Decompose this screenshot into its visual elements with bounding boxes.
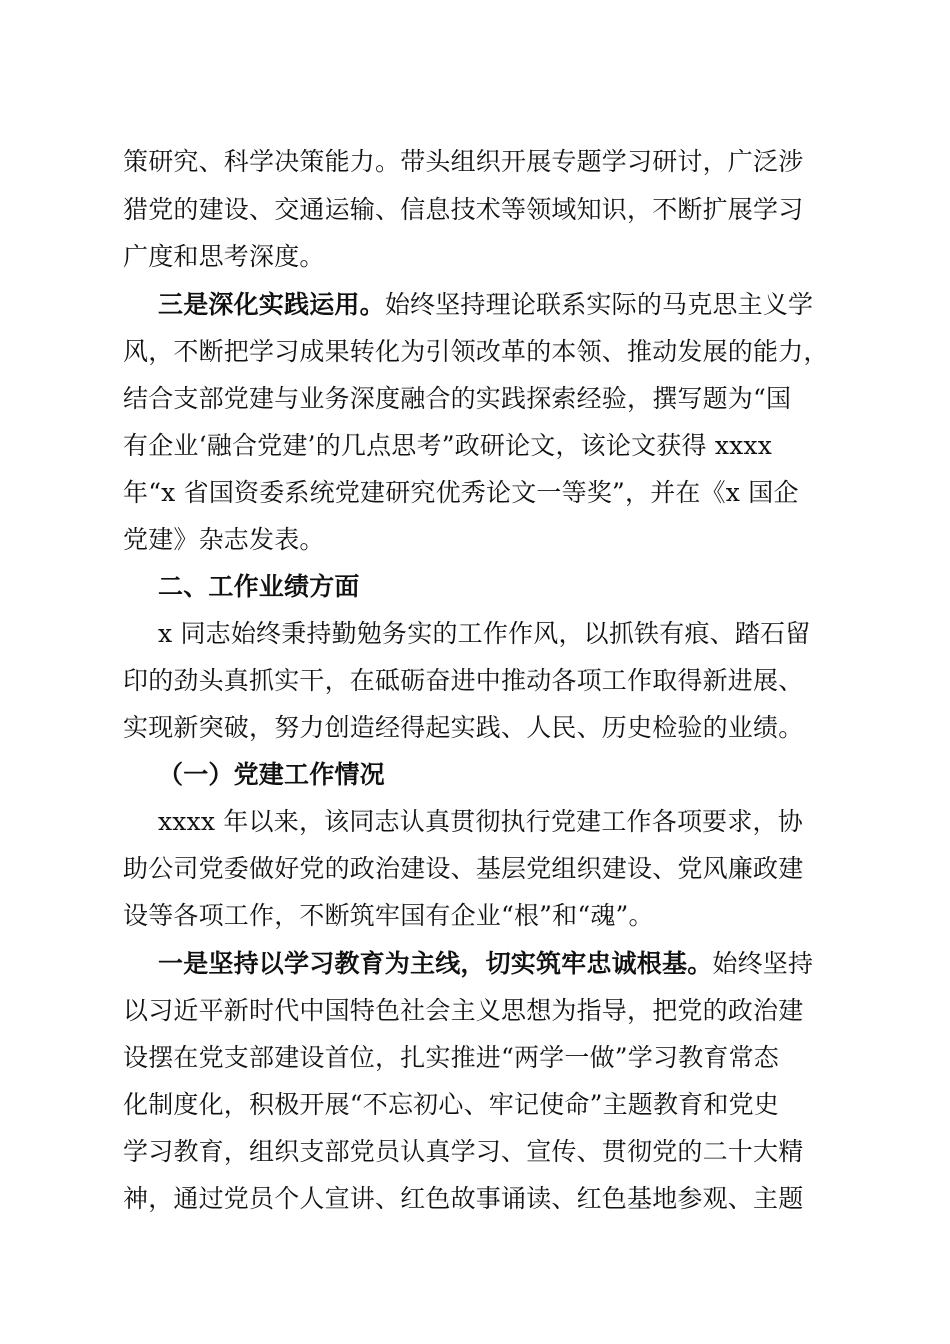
paragraph-line: 猎党的建设、交通运输、信息技术等领域知识，不断扩展学习	[123, 195, 804, 224]
subsection-heading: （一）党建工作情况	[158, 760, 385, 789]
paragraph-line: 实现新突破，努力创造经得起实践、人民、历史检验的业绩。	[123, 713, 804, 742]
paragraph-line: 设摆在党支部建设首位，扎实推进“两学一做”学习教育常态	[123, 1043, 779, 1072]
paragraph-line: 一是坚持以学习教育为主线，切实筑牢忠诚根基。始终坚持	[158, 949, 814, 978]
paragraph-line: 风，不断把学习成果转化为引领改革的本领、推动发展的能力，	[123, 337, 829, 366]
paragraph-line: 年“x 省国资委系统党建研究优秀论文一等奖”，并在《x 国企	[123, 478, 799, 507]
paragraph-line: xxxx 年以来，该同志认真贯彻执行党建工作各项要求，协	[158, 807, 803, 836]
section-heading: 二、工作业绩方面	[158, 572, 360, 601]
paragraph-line: 神，通过党员个人宣讲、红色故事诵读、红色基地参观、主题	[123, 1184, 804, 1213]
paragraph-line: 助公司党委做好党的政治建设、基层党组织建设、党风廉政建	[123, 854, 804, 883]
paragraph-line: 化制度化，积极开展“不忘初心、牢记使命”主题教育和党史	[123, 1090, 779, 1119]
paragraph-line: 策研究、科学决策能力。带头组织开展专题学习研讨，广泛涉	[123, 147, 804, 176]
paragraph-line: 有企业‘融合党建’的几点思考”政研论文，该论文获得 xxxx	[123, 431, 773, 460]
paragraph-line: 学习教育，组织支部党员认真学习、宣传、贯彻党的二十大精	[123, 1137, 804, 1166]
paragraph-line: 印的劲头真抓实干，在砥砺奋进中推动各项工作取得新进展、	[123, 666, 804, 695]
bold-lead: 一是坚持以学习教育为主线，切实筑牢忠诚根基。	[158, 949, 713, 978]
paragraph-line: 三是深化实践运用。始终坚持理论联系实际的马克思主义学	[158, 290, 814, 319]
paragraph-line: 广度和思考深度。	[123, 242, 325, 271]
paragraph-line: 以习近平新时代中国特色社会主义思想为指导，把党的政治建	[123, 996, 804, 1025]
paragraph-line: 党建》杂志发表。	[123, 525, 325, 554]
paragraph-line: 设等各项工作，不断筑牢国有企业“根”和“魂”。	[123, 901, 654, 930]
paragraph-line: x 同志始终秉持勤勉务实的工作作风，以抓铁有痕、踏石留	[158, 619, 811, 648]
paragraph-line: 结合支部党建与业务深度融合的实践探索经验，撰写题为“国	[123, 384, 792, 413]
bold-lead: 三是深化实践运用。	[158, 290, 385, 319]
